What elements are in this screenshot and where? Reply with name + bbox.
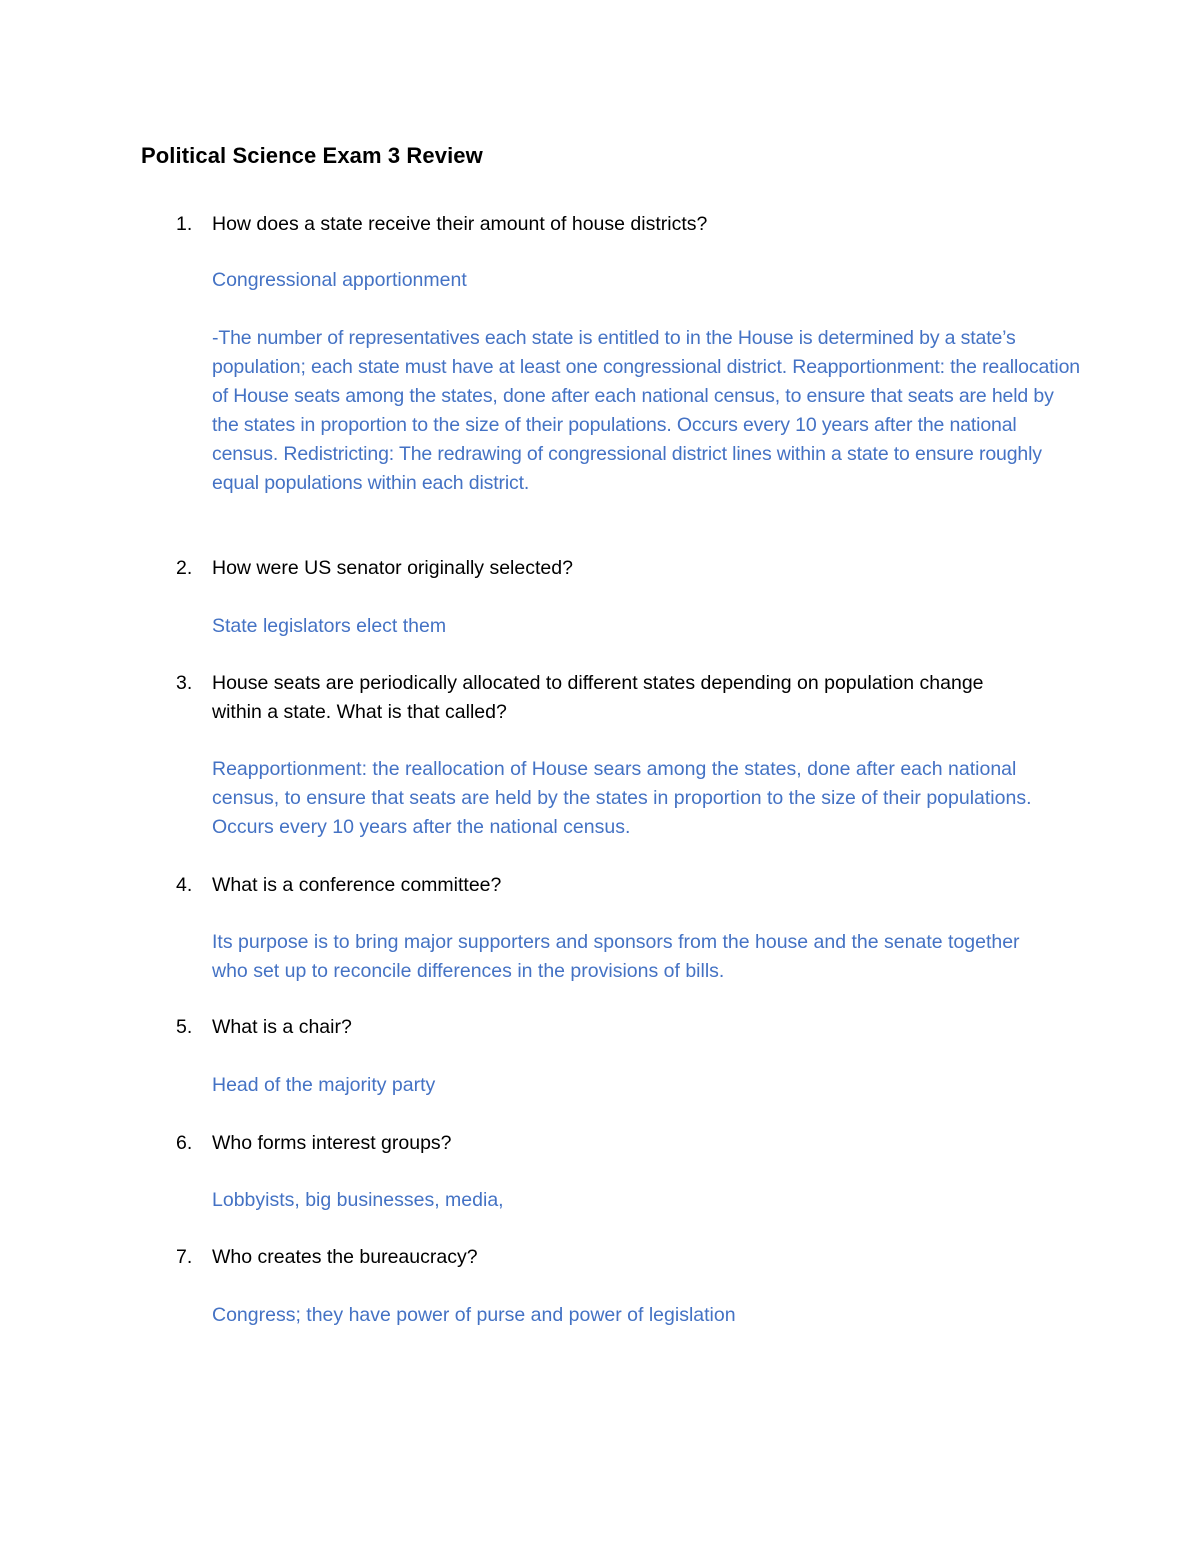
question-text: How were US senator originally selected? (212, 557, 573, 579)
question-number: 2. (176, 557, 193, 579)
question-text: House seats are periodically allocated to different states depending on population change within a state. What is that called? (212, 672, 984, 723)
question-text: How does a state receive their amount of house districts? (212, 213, 708, 235)
question-number: 1. (176, 213, 193, 235)
answer-block (212, 1301, 1082, 1330)
answer-paragraph: -The number of representatives each state is entitled to in the House is determined by a state’s population; each state must have at least one congressional district. Reapportionment: the reallocation of House seats among the states, done after each national census, to ensure that seats are held by the states in proportion to the size of their populations. Occurs every 10 years after the national census. Redistricting: The redrawing of congressional district lines within a state to ensure roughly equal populations within each district. (212, 327, 1080, 494)
answer-block (212, 1071, 1082, 1100)
answer-paragraph: Head of the majority party (212, 1074, 436, 1096)
question-text: What is a chair? (212, 1016, 352, 1038)
answer-block (212, 266, 1082, 295)
question-number: 3. (176, 672, 193, 694)
question-number: 5. (176, 1016, 193, 1038)
answer-paragraph: State legislators elect them (212, 615, 447, 637)
question-text: Who forms interest groups? (212, 1132, 452, 1154)
answer-block (212, 928, 1042, 986)
page-title: Political Science Exam 3 Review (141, 143, 483, 168)
question-number: 4. (176, 874, 193, 896)
question-number: 7. (176, 1246, 193, 1268)
question-text: Who creates the bureaucracy? (212, 1246, 478, 1268)
answer-block (212, 1186, 1082, 1215)
answer-paragraph: Lobbyists, big businesses, media, (212, 1189, 504, 1211)
answer-paragraph: Congress; they have power of purse and power of legislation (212, 1304, 736, 1326)
question-text: What is a conference committee? (212, 874, 502, 896)
answer-block (212, 612, 1082, 641)
answer-block (212, 755, 1052, 842)
answer-paragraph: Congressional apportionment (212, 269, 467, 291)
answer-block (212, 324, 1082, 498)
answer-paragraph: Its purpose is to bring major supporters and sponsors from the house and the senate together who set up to reconcile differences in the provisions of bills. (212, 931, 1020, 982)
question-number: 6. (176, 1132, 193, 1154)
answer-paragraph: Reapportionment: the reallocation of House sears among the states, done after each national census, to ensure that seats are held by the states in proportion to the size of their populations. Occurs every 10 years after the national census. (212, 758, 1032, 838)
